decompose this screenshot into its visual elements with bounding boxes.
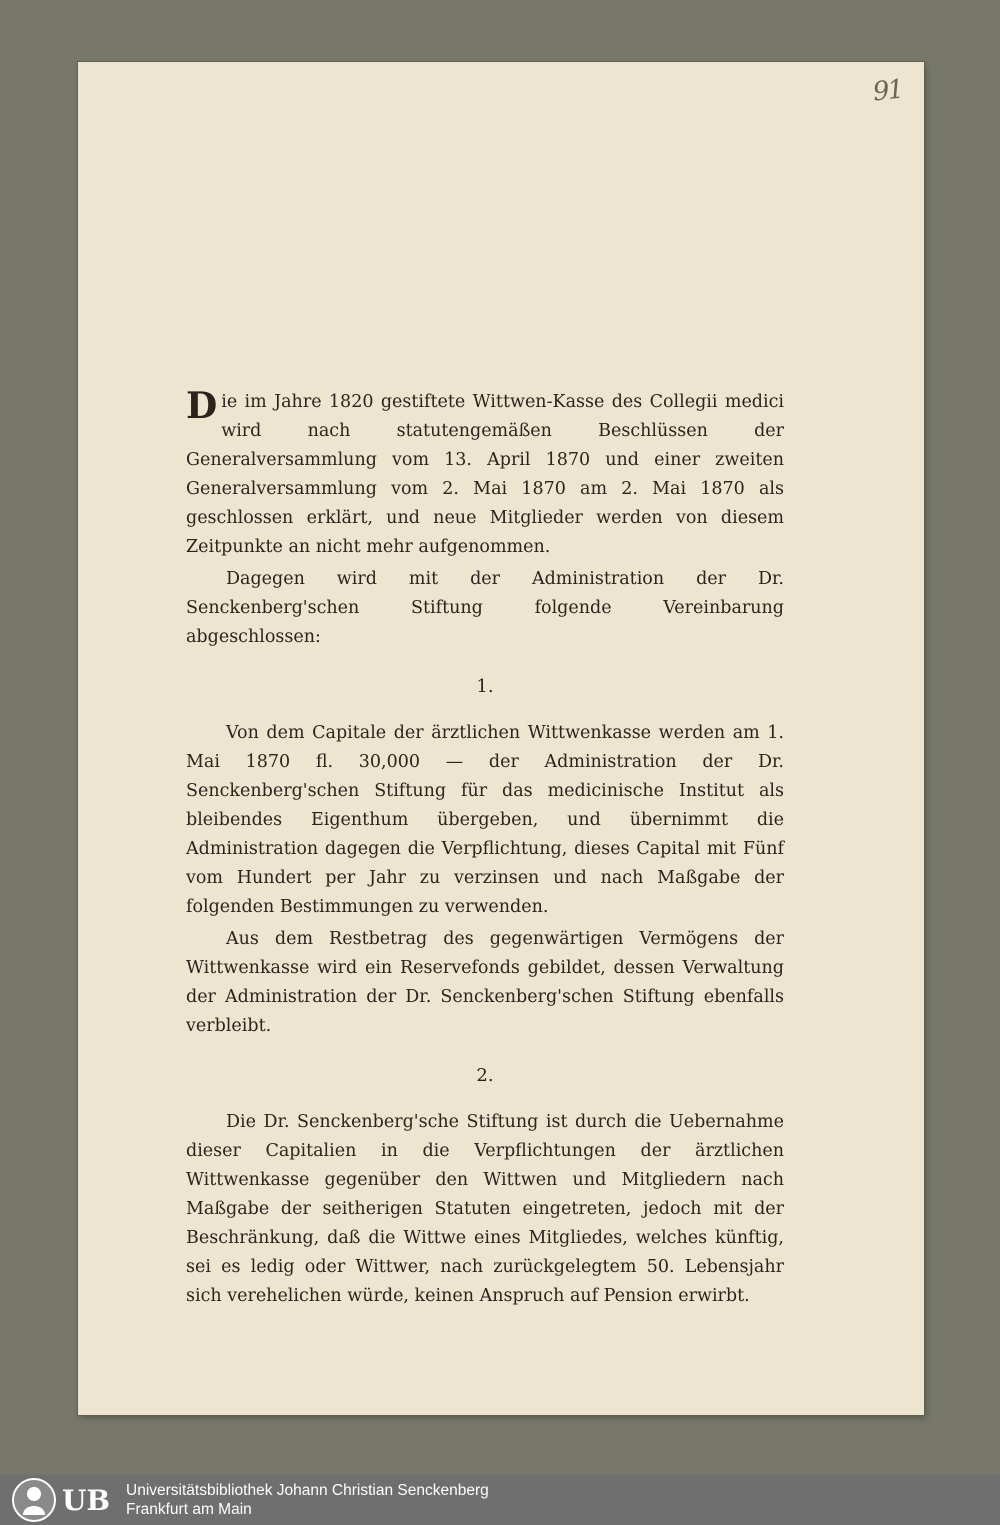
folio-number: 91	[871, 74, 904, 108]
library-name-line-2: Frankfurt am Main	[126, 1501, 252, 1518]
portrait-emblem-icon	[12, 1478, 56, 1522]
document-body	[186, 385, 784, 1314]
portrait-silhouette-icon	[21, 1485, 47, 1515]
library-name-line-1: Universitätsbibliothek Johann Christian Senckenberg	[126, 1482, 489, 1499]
drop-capital: D	[186, 385, 218, 427]
section-1-paragraph-2: Aus dem Restbetrag des gegenwärtigen Vermögens der Wittwenkasse wird ein Reservefonds gebildet, dessen Verwaltung der Administration der Dr. Senckenberg'schen Stiftung ebenfalls verbleibt.	[186, 929, 784, 1036]
intro-paragraph	[186, 385, 784, 562]
library-name	[126, 1481, 489, 1519]
library-logo	[12, 1479, 120, 1521]
logo-text: UB	[62, 1483, 111, 1517]
document-page	[78, 62, 924, 1415]
library-footer	[0, 1475, 1000, 1525]
section-1-paragraph-1: Von dem Capitale der ärztlichen Wittwenkasse werden am 1. Mai 1870 fl. 30,000 — der Administration der Dr. Senckenberg'schen Stiftung für das medicinische Institut als bleibendes Eigenthum übergeben, und übernimmt die Administration dagegen die Verpflichtung, dieses Capital mit Fünf vom Hundert per Jahr zu verzinsen und nach Maßgabe der folgenden Bestimmungen zu verwenden.	[186, 723, 784, 917]
section-number-1: 1.	[476, 676, 494, 697]
intro-text: ie im Jahre 1820 gestiftete Wittwen-Kasse des Collegii medici wird nach statutengemäßen Beschlüssen der Generalversammlung vom 13. April 1870 und einer zweiten Generalversammlung vom 2. Mai 1870 am 2. Mai 1870 als geschlossen erklärt, und neue Mitglieder werden von diesem Zeitpunkte an nicht mehr aufgenommen.	[186, 392, 784, 557]
intro-paragraph-2: Dagegen wird mit der Administration der Dr. Senckenberg'schen Stiftung folgende Vereinbarung abgeschlossen:	[186, 569, 784, 647]
section-2-paragraph-1: Die Dr. Senckenberg'sche Stiftung ist durch die Uebernahme dieser Capitalien in die Verpflichtungen der ärztlichen Wittwenkasse gegenüber den Wittwen und Mitgliedern nach Maßgabe der seitherigen Statuten eingetreten, jedoch mit der Beschränkung, daß die Wittwe eines Mitgliedes, welches künftig, sei es ledig oder Wittwer, nach zurückgelegtem 50. Lebensjahr sich verehelichen würde, keinen Anspruch auf Pension erwirbt.	[186, 1112, 784, 1306]
section-number-2: 2.	[476, 1065, 494, 1086]
